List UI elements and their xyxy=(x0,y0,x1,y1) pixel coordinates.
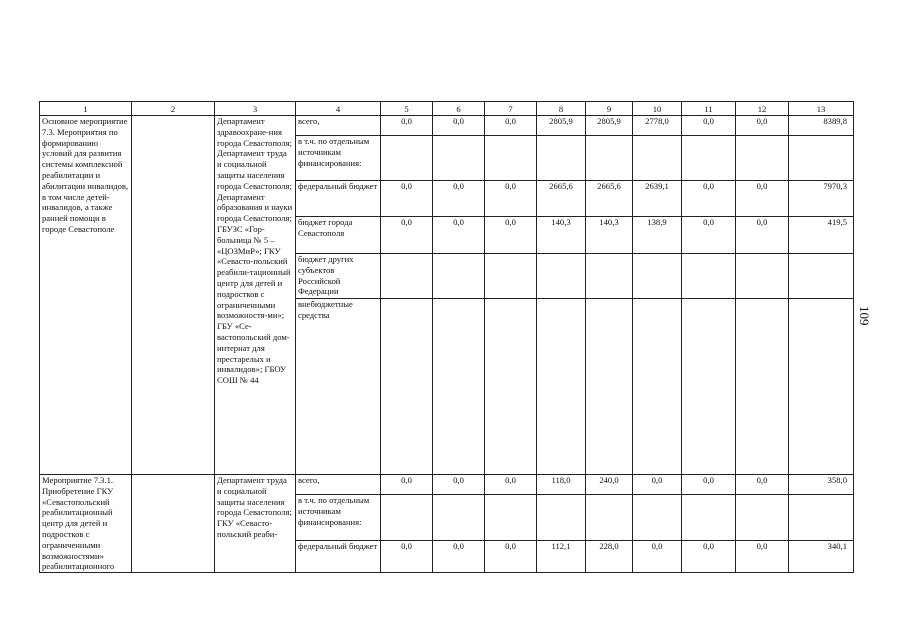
value-cell: 0,0 xyxy=(381,475,433,495)
header-cell: 4 xyxy=(296,102,381,116)
value-cell xyxy=(682,299,736,475)
value-cell xyxy=(736,495,789,541)
value-cell: 0,0 xyxy=(485,475,537,495)
value-cell: 0,0 xyxy=(485,217,537,254)
value-cell: 2778,0 xyxy=(633,116,682,136)
header-cell: 13 xyxy=(789,102,854,116)
value-cell: 0,0 xyxy=(381,540,433,572)
header-cell: 8 xyxy=(537,102,586,116)
value-cell xyxy=(586,254,633,299)
value-cell xyxy=(682,136,736,181)
value-cell: 2665,6 xyxy=(586,181,633,217)
value-cell: 0,0 xyxy=(381,181,433,217)
header-cell: 3 xyxy=(215,102,296,116)
value-cell: 2805,9 xyxy=(586,116,633,136)
value-cell xyxy=(736,254,789,299)
value-cell: 0,0 xyxy=(682,217,736,254)
funding-source: всего, xyxy=(296,475,381,495)
funding-source: внебюджетные средства xyxy=(296,299,381,475)
total-cell xyxy=(789,254,854,299)
funding-source: всего, xyxy=(296,116,381,136)
value-cell: 0,0 xyxy=(433,116,485,136)
header-cell: 12 xyxy=(736,102,789,116)
value-cell: 0,0 xyxy=(736,475,789,495)
header-cell: 1 xyxy=(40,102,132,116)
value-cell: 0,0 xyxy=(682,116,736,136)
value-cell xyxy=(633,299,682,475)
header-row xyxy=(40,102,854,116)
value-cell xyxy=(433,495,485,541)
value-cell: 240,0 xyxy=(586,475,633,495)
value-cell xyxy=(736,136,789,181)
empty-cell xyxy=(132,116,215,475)
value-cell xyxy=(537,254,586,299)
value-cell xyxy=(381,299,433,475)
value-cell: 0,0 xyxy=(433,181,485,217)
table-row xyxy=(40,475,854,495)
header-cell: 9 xyxy=(586,102,633,116)
value-cell: 112,1 xyxy=(537,540,586,572)
total-cell xyxy=(789,136,854,181)
total-cell: 358,0 xyxy=(789,475,854,495)
funding-source: бюджет других субъектов Российской Федерации xyxy=(296,254,381,299)
value-cell: 2639,1 xyxy=(633,181,682,217)
value-cell: 0,0 xyxy=(381,116,433,136)
value-cell xyxy=(633,254,682,299)
event-name: Мероприятие 7.3.1. Приобретение ГКУ «Севастопольский реабилитационный центр для детей и подростков с ограниченными возможностями» реабилитационного xyxy=(40,475,132,573)
value-cell: 0,0 xyxy=(736,181,789,217)
total-cell: 419,5 xyxy=(789,217,854,254)
value-cell: 118,0 xyxy=(537,475,586,495)
value-cell: 0,0 xyxy=(682,181,736,217)
value-cell xyxy=(682,254,736,299)
funding-source: федеральный бюджет xyxy=(296,540,381,572)
value-cell xyxy=(485,136,537,181)
value-cell xyxy=(433,299,485,475)
value-cell xyxy=(381,254,433,299)
value-cell: 140,3 xyxy=(586,217,633,254)
executor-cell: Департамент труда и социальной защиты населения города Севастополя; ГКУ «Севасто-польский реаби- xyxy=(215,475,296,573)
value-cell xyxy=(381,495,433,541)
empty-cell xyxy=(132,475,215,573)
total-cell: 340,1 xyxy=(789,540,854,572)
value-cell xyxy=(736,299,789,475)
value-cell: 0,0 xyxy=(633,475,682,495)
value-cell: 0,0 xyxy=(485,540,537,572)
value-cell: 0,0 xyxy=(633,540,682,572)
value-cell xyxy=(586,299,633,475)
value-cell xyxy=(537,299,586,475)
value-cell: 0,0 xyxy=(682,475,736,495)
value-cell xyxy=(485,495,537,541)
header-cell: 6 xyxy=(433,102,485,116)
total-cell xyxy=(789,299,854,475)
executor-cell: Департамент здравоохране-ния города Севастополя; Департамент труда и социальной защиты населения города Севастополя; Департамент образования и науки города Севастополя; ГБУЗС «Гор-больница № 5 – «ЦОЗМиР»; ГКУ «Севасто-польский реабили-тационный центр для детей и подростков с ограниченными возможностя-ми»; ГБУ «Се-вастопольский дом-интернат для престарелых и инвалидов»; ГБОУ СОШ № 44 xyxy=(215,116,296,475)
value-cell: 138,9 xyxy=(633,217,682,254)
header-cell: 10 xyxy=(633,102,682,116)
value-cell: 0,0 xyxy=(381,217,433,254)
value-cell xyxy=(586,136,633,181)
total-cell xyxy=(789,495,854,541)
value-cell xyxy=(537,495,586,541)
value-cell xyxy=(586,495,633,541)
value-cell: 140,3 xyxy=(537,217,586,254)
value-cell xyxy=(433,254,485,299)
value-cell: 0,0 xyxy=(485,181,537,217)
value-cell xyxy=(682,495,736,541)
value-cell xyxy=(633,136,682,181)
funding-source: федеральный бюджет xyxy=(296,181,381,217)
header-cell: 11 xyxy=(682,102,736,116)
value-cell: 0,0 xyxy=(736,116,789,136)
value-cell xyxy=(633,495,682,541)
value-cell: 0,0 xyxy=(485,116,537,136)
header-cell: 7 xyxy=(485,102,537,116)
header-cell: 2 xyxy=(132,102,215,116)
funding-source: в т.ч. по отдельным источникам финансирования: xyxy=(296,136,381,181)
event-name: Основное мероприятие 7.3. Мероприятия по формированию условий для развития системы комплексной реабилитации и абилитации инвалидов, в том числе детей-инвалидов, а также ранней помощи в городе Севастополе xyxy=(40,116,132,475)
value-cell xyxy=(433,136,485,181)
value-cell: 0,0 xyxy=(433,540,485,572)
value-cell: 2805,9 xyxy=(537,116,586,136)
value-cell: 0,0 xyxy=(682,540,736,572)
value-cell: 0,0 xyxy=(736,217,789,254)
value-cell xyxy=(381,136,433,181)
value-cell: 2665,6 xyxy=(537,181,586,217)
total-cell: 7970,3 xyxy=(789,181,854,217)
value-cell: 0,0 xyxy=(736,540,789,572)
funding-source: бюджет города Севастополя xyxy=(296,217,381,254)
value-cell: 0,0 xyxy=(433,217,485,254)
funding-source: в т.ч. по отдельным источникам финансирования: xyxy=(296,495,381,541)
financing-table xyxy=(39,101,854,573)
value-cell xyxy=(537,136,586,181)
header-cell: 5 xyxy=(381,102,433,116)
total-cell: 8389,8 xyxy=(789,116,854,136)
table-row xyxy=(40,116,854,136)
value-cell: 0,0 xyxy=(433,475,485,495)
page-number: 109 xyxy=(857,306,872,326)
value-cell: 228,0 xyxy=(586,540,633,572)
value-cell xyxy=(485,254,537,299)
value-cell xyxy=(485,299,537,475)
